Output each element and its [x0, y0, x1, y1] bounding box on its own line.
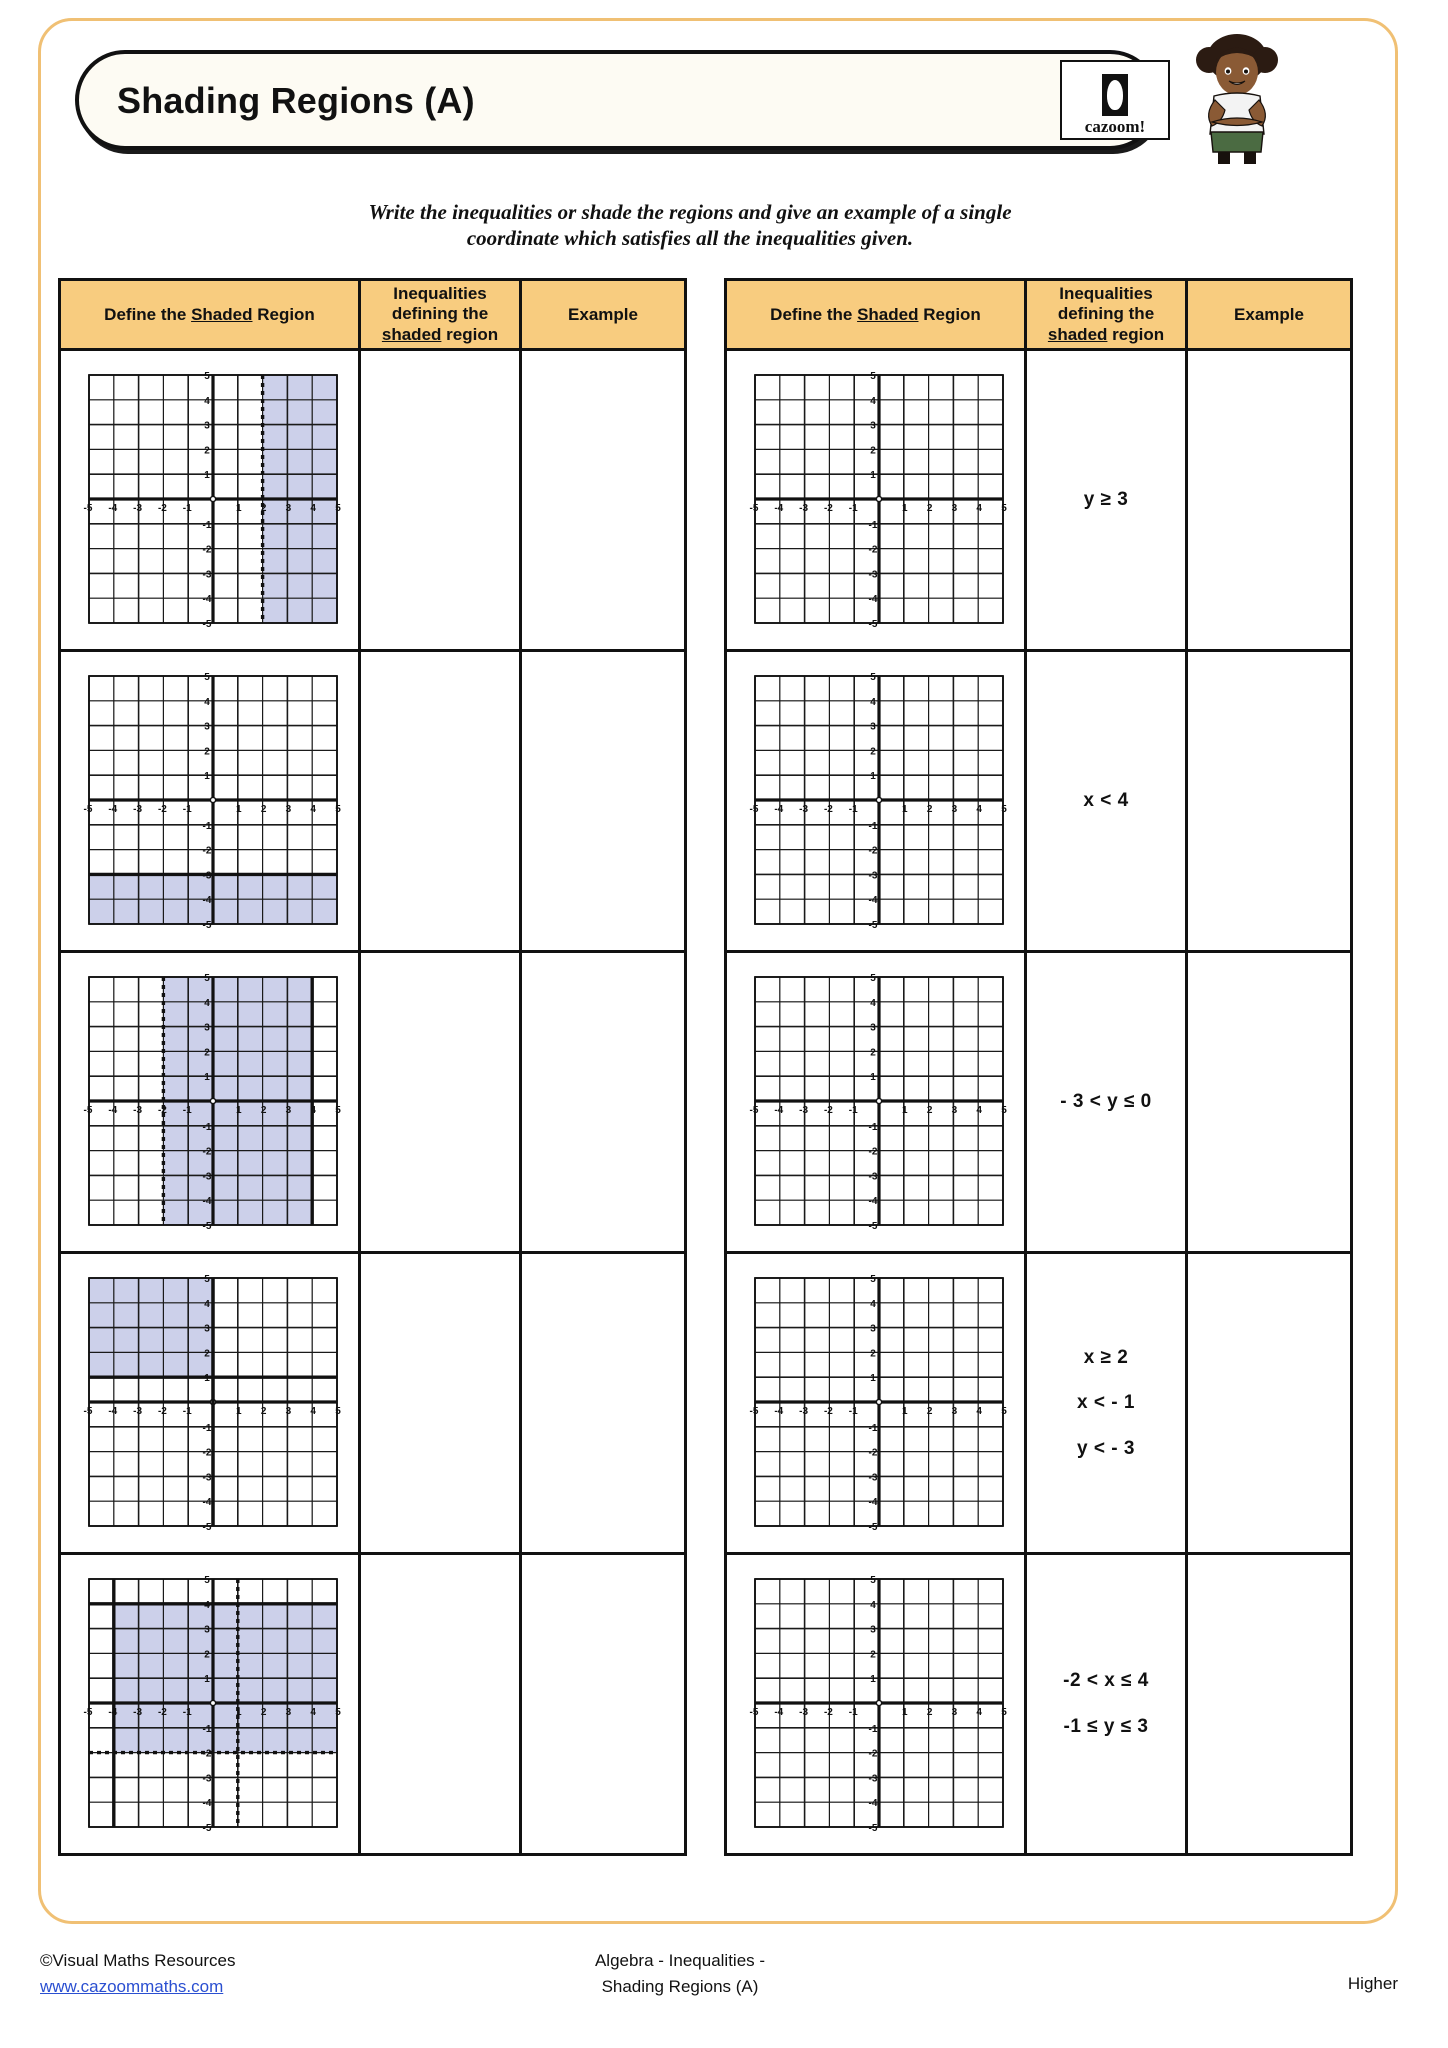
inequality-text: x ≥ 2 [1083, 1346, 1129, 1368]
y-tick-label: 1 [203, 1072, 210, 1084]
y-tick-label: 1 [869, 771, 876, 783]
x-tick-label: 1 [901, 503, 908, 514]
x-tick-label: -5 [83, 1707, 92, 1718]
y-tick-label: 4 [869, 1298, 876, 1310]
x-tick-label: -3 [798, 1406, 808, 1417]
x-tick-label: -2 [823, 1707, 833, 1718]
coordinate-grid-svg-R5 [737, 1565, 1015, 1843]
x-tick-label: -4 [107, 503, 117, 514]
graph-cell[interactable] [726, 952, 1026, 1253]
y-tick-label: -5 [868, 1221, 877, 1232]
y-tick-label: 2 [869, 1649, 876, 1661]
x-tick-label: 4 [975, 804, 982, 815]
inequality-cell[interactable] [360, 350, 521, 651]
x-tick-label: -3 [798, 503, 808, 514]
y-tick-label: 3 [203, 420, 210, 432]
x-tick-label: 3 [951, 1105, 957, 1116]
x-tick-label: 2 [260, 804, 266, 815]
inequality-cell[interactable] [1026, 651, 1187, 952]
x-tick-label: -5 [749, 1105, 758, 1116]
header-define-shaded-region: Define the Shaded Region [726, 280, 1026, 350]
x-tick-label: 2 [926, 1707, 932, 1718]
x-tick-label: 4 [309, 1406, 316, 1417]
table-row [726, 952, 1352, 1253]
x-tick-label: 1 [235, 1105, 242, 1116]
x-tick-label: -1 [848, 1105, 858, 1116]
x-tick-label: 3 [285, 503, 291, 514]
cazoom-logo [1060, 60, 1170, 140]
y-tick-label: -2 [202, 1146, 211, 1158]
table-row [60, 1554, 686, 1855]
inequality-cell[interactable] [360, 651, 521, 952]
y-tick-label: -2 [868, 1447, 877, 1459]
y-tick-label: -2 [868, 1748, 877, 1760]
x-tick-label: 4 [309, 503, 316, 514]
x-tick-label: 3 [285, 1105, 291, 1116]
y-tick-label: 2 [869, 1047, 876, 1059]
y-tick-label: -2 [202, 544, 211, 556]
x-tick-label: -4 [773, 503, 783, 514]
y-tick-label: 3 [203, 721, 210, 733]
x-tick-label: 2 [260, 1105, 266, 1116]
y-tick-label: -3 [202, 870, 211, 882]
graph-cell[interactable] [60, 1554, 360, 1855]
table-header-row [726, 280, 1352, 350]
y-tick-label: 1 [203, 470, 210, 482]
y-tick-label: 3 [203, 1624, 210, 1636]
x-tick-label: 4 [309, 804, 316, 815]
graph-cell[interactable] [726, 651, 1026, 952]
x-tick-label: 3 [285, 804, 291, 815]
left-table [58, 278, 687, 1856]
coordinate-grid-svg-R4 [737, 1264, 1015, 1542]
table-row [60, 350, 686, 651]
y-tick-label: 4 [203, 696, 210, 708]
x-tick-label: 4 [309, 1105, 316, 1116]
y-tick-label: -4 [202, 1196, 211, 1208]
graph-cell[interactable] [60, 1253, 360, 1554]
graph-cell[interactable] [60, 350, 360, 651]
graph-cell[interactable] [60, 651, 360, 952]
x-tick-label: -1 [848, 1406, 858, 1417]
x-tick-label: -5 [83, 1105, 92, 1116]
x-tick-label: 2 [926, 1406, 932, 1417]
coordinate-grid-svg-R1 [737, 361, 1015, 639]
right-table [724, 278, 1353, 1856]
x-tick-label: -3 [798, 1105, 808, 1116]
x-tick-label: 4 [309, 1707, 316, 1718]
graph-cell[interactable] [726, 1554, 1026, 1855]
x-tick-label: 1 [235, 503, 242, 514]
coordinate-grid-R3[interactable] [737, 963, 1015, 1241]
x-tick-label: -2 [157, 1406, 167, 1417]
example-cell[interactable] [1187, 1253, 1352, 1554]
x-tick-label: -4 [773, 804, 783, 815]
y-tick-label: -1 [868, 1723, 877, 1735]
coordinate-grid-R4[interactable] [737, 1264, 1015, 1542]
inequality-cell[interactable] [360, 952, 521, 1253]
y-tick-label: -5 [202, 1522, 211, 1533]
inequality-text: -2 < x ≤ 4 [1063, 1670, 1149, 1692]
left-table-body [60, 350, 686, 1855]
inequality-text: - 3 < y ≤ 0 [1060, 1091, 1152, 1113]
y-tick-label: -3 [202, 1773, 211, 1785]
y-tick-label: -4 [868, 1798, 877, 1810]
instructions [240, 200, 1140, 251]
y-tick-label: -5 [868, 619, 877, 630]
y-tick-label: 3 [203, 1022, 210, 1034]
y-tick-label: 3 [869, 1624, 876, 1636]
y-tick-label: -4 [202, 1798, 211, 1810]
y-tick-label: -3 [868, 569, 877, 581]
y-tick-label: 1 [869, 1072, 876, 1084]
table-header-row [60, 280, 686, 350]
x-tick-label: 3 [285, 1707, 291, 1718]
x-tick-label: -1 [182, 1707, 192, 1718]
x-tick-label: 1 [901, 1707, 908, 1718]
y-tick-label: -1 [202, 820, 211, 832]
y-tick-label: -2 [868, 544, 877, 556]
x-tick-label: 5 [1000, 1707, 1007, 1718]
table-row [726, 651, 1352, 952]
y-tick-label: -2 [202, 1447, 211, 1459]
x-tick-label: -1 [182, 503, 192, 514]
x-tick-label: 1 [901, 804, 908, 815]
y-tick-label: 3 [869, 1323, 876, 1335]
x-tick-label: -1 [182, 1105, 192, 1116]
x-tick-label: -3 [132, 503, 142, 514]
x-tick-label: -3 [798, 1707, 808, 1718]
y-tick-label: -2 [868, 845, 877, 857]
x-tick-label: 2 [926, 1105, 932, 1116]
x-tick-label: 5 [1000, 1105, 1007, 1116]
website-link[interactable]: www.cazoommaths.com [40, 1976, 224, 1996]
y-tick-label: 2 [203, 746, 210, 758]
table-row [60, 952, 686, 1253]
graph-cell[interactable] [60, 952, 360, 1253]
y-tick-label: -5 [868, 1823, 877, 1834]
table-row [726, 1253, 1352, 1554]
x-tick-label: -5 [749, 1406, 758, 1417]
y-tick-label: 5 [869, 371, 876, 382]
y-tick-label: 1 [203, 771, 210, 783]
y-tick-label: -1 [868, 1422, 877, 1434]
y-tick-label: -4 [202, 895, 211, 907]
header-inequalities: Inequalities defining the shaded region [360, 280, 521, 350]
y-tick-label: 1 [869, 1373, 876, 1385]
mascot-illustration [1182, 30, 1292, 170]
coordinate-grid-L4[interactable] [71, 1264, 349, 1542]
x-tick-label: -2 [157, 503, 167, 514]
coordinate-grid-svg-L1 [71, 361, 349, 639]
y-tick-label: 3 [869, 721, 876, 733]
inequality-cell[interactable] [360, 1554, 521, 1855]
x-tick-label: 1 [235, 804, 242, 815]
y-tick-label: 3 [869, 420, 876, 432]
y-tick-label: -4 [202, 594, 211, 606]
y-tick-label: -5 [202, 1823, 211, 1834]
x-tick-label: 5 [1000, 804, 1007, 815]
y-tick-label: 1 [869, 470, 876, 482]
y-tick-label: 4 [203, 395, 210, 407]
y-tick-label: -4 [868, 1497, 877, 1509]
x-tick-label: -2 [823, 1105, 833, 1116]
coordinate-grid-svg-L3 [71, 963, 349, 1241]
coordinate-grid-svg-L4 [71, 1264, 349, 1542]
y-tick-label: -2 [202, 1748, 211, 1760]
x-tick-label: -4 [107, 1105, 117, 1116]
instruction-line-1: Write the inequalities or shade the regions and give an example of a single [368, 200, 1012, 224]
footer-topic-line-1: Algebra - Inequalities - [594, 1951, 766, 1970]
y-tick-label: 5 [203, 371, 210, 382]
x-tick-label: 2 [260, 1707, 266, 1718]
x-tick-label: -5 [749, 804, 758, 815]
y-tick-label: 5 [203, 1575, 210, 1586]
table-row [60, 1253, 686, 1554]
footer-center [470, 1948, 890, 1999]
coordinate-grid-R5[interactable] [737, 1565, 1015, 1843]
footer-level: Higher [1347, 1974, 1398, 1993]
x-tick-label: -5 [83, 1406, 92, 1417]
y-tick-label: 4 [203, 1599, 210, 1611]
example-cell[interactable] [521, 1554, 686, 1855]
y-tick-label: 4 [869, 997, 876, 1009]
logo-wordmark: cazoom! [1084, 117, 1146, 136]
coordinate-grid-R2[interactable] [737, 662, 1015, 940]
coordinate-grid-L5[interactable] [71, 1565, 349, 1843]
x-tick-label: -3 [132, 1707, 142, 1718]
x-tick-label: 4 [975, 1105, 982, 1116]
graph-cell[interactable] [726, 350, 1026, 651]
graph-cell[interactable] [726, 1253, 1026, 1554]
header-example: Example [521, 280, 686, 350]
x-tick-label: -3 [132, 1105, 142, 1116]
inequality-text: x < - 1 [1077, 1392, 1135, 1414]
x-tick-label: -5 [83, 804, 92, 815]
x-tick-label: 3 [951, 503, 957, 514]
y-tick-label: -5 [868, 1522, 877, 1533]
x-tick-label: -4 [773, 1105, 783, 1116]
y-tick-label: 5 [869, 973, 876, 984]
example-cell[interactable] [521, 350, 686, 651]
coordinate-grid-L1[interactable] [71, 361, 349, 639]
coordinate-grid-svg-R3 [737, 963, 1015, 1241]
y-tick-label: -4 [868, 594, 877, 606]
y-tick-label: -3 [868, 870, 877, 882]
inequality-cell[interactable] [1026, 1554, 1187, 1855]
x-tick-label: 5 [334, 1105, 341, 1116]
x-tick-label: -3 [798, 804, 808, 815]
y-tick-label: 3 [869, 1022, 876, 1034]
inequality-cell[interactable] [1026, 1253, 1187, 1554]
x-tick-label: 5 [334, 1406, 341, 1417]
y-tick-label: -4 [202, 1497, 211, 1509]
y-tick-label: 2 [203, 1348, 210, 1360]
y-tick-label: 4 [203, 997, 210, 1009]
y-tick-label: -1 [868, 820, 877, 832]
x-tick-label: 3 [951, 804, 957, 815]
inequality-text: y ≥ 3 [1083, 489, 1129, 511]
footer-left [40, 1948, 236, 1999]
y-tick-label: 4 [869, 395, 876, 407]
x-tick-label: 2 [926, 804, 932, 815]
x-tick-label: -1 [182, 1406, 192, 1417]
coordinate-grid-svg-R2 [737, 662, 1015, 940]
y-tick-label: 2 [869, 1348, 876, 1360]
x-tick-label: -1 [848, 804, 858, 815]
copyright-text: ©Visual Maths Resources [40, 1951, 236, 1970]
y-tick-label: -2 [202, 845, 211, 857]
x-tick-label: 3 [951, 1406, 957, 1417]
page-title: Shading Regions (A) [117, 80, 475, 121]
y-tick-label: 2 [203, 445, 210, 457]
x-tick-label: -3 [132, 804, 142, 815]
x-tick-label: -5 [83, 503, 92, 514]
x-tick-label: 4 [975, 1707, 982, 1718]
inequality-cell[interactable] [1026, 350, 1187, 651]
y-tick-label: -1 [868, 519, 877, 531]
y-tick-label: 3 [203, 1323, 210, 1335]
example-cell[interactable] [1187, 1554, 1352, 1855]
coordinate-grid-svg-L5 [71, 1565, 349, 1843]
x-tick-label: 4 [975, 503, 982, 514]
x-tick-label: 3 [951, 1707, 957, 1718]
y-tick-label: -3 [868, 1472, 877, 1484]
x-tick-label: -2 [157, 1105, 167, 1116]
inequality-cell[interactable] [1026, 952, 1187, 1253]
example-cell[interactable] [1187, 651, 1352, 952]
x-tick-label: 2 [260, 1406, 266, 1417]
coordinate-grid-svg-L2 [71, 662, 349, 940]
y-tick-label: -3 [202, 1472, 211, 1484]
x-tick-label: -3 [132, 1406, 142, 1417]
x-tick-label: 5 [1000, 1406, 1007, 1417]
footer [40, 1948, 1410, 2038]
y-tick-label: 5 [203, 672, 210, 683]
x-tick-label: 2 [260, 503, 266, 514]
table-row [726, 350, 1352, 651]
y-tick-label: 4 [203, 1298, 210, 1310]
x-tick-label: -4 [773, 1707, 783, 1718]
y-tick-label: 4 [869, 1599, 876, 1611]
x-tick-label: 1 [901, 1105, 908, 1116]
x-tick-label: 4 [975, 1406, 982, 1417]
x-tick-label: -4 [773, 1406, 783, 1417]
inequality-cell[interactable] [360, 1253, 521, 1554]
x-tick-label: -1 [848, 1707, 858, 1718]
y-tick-label: -5 [868, 920, 877, 931]
inequality-text: -1 ≤ y ≤ 3 [1063, 1716, 1149, 1737]
y-tick-label: -3 [202, 1171, 211, 1183]
y-tick-label: 4 [869, 696, 876, 708]
footer-topic-line-2: Shading Regions (A) [601, 1976, 759, 1996]
y-tick-label: -1 [202, 519, 211, 531]
y-tick-label: -2 [868, 1146, 877, 1158]
y-tick-label: -3 [868, 1171, 877, 1183]
coordinate-grid-R1[interactable] [737, 361, 1015, 639]
y-tick-label: -1 [868, 1121, 877, 1133]
header-inequalities: Inequalities defining the shaded region [1026, 280, 1187, 350]
y-tick-label: 1 [203, 1674, 210, 1686]
worksheet-tables [58, 278, 1348, 1856]
y-tick-label: 5 [203, 1274, 210, 1285]
y-tick-label: 2 [203, 1047, 210, 1059]
y-tick-label: 5 [869, 1274, 876, 1285]
example-cell[interactable] [1187, 350, 1352, 651]
y-tick-label: 5 [869, 1575, 876, 1586]
x-tick-label: 5 [334, 804, 341, 815]
x-tick-label: -4 [107, 1406, 117, 1417]
y-tick-label: -1 [202, 1422, 211, 1434]
right-table-body [726, 350, 1352, 1855]
x-tick-label: 2 [926, 503, 932, 514]
x-tick-label: 3 [285, 1406, 291, 1417]
example-cell[interactable] [521, 651, 686, 952]
y-tick-label: 5 [869, 672, 876, 683]
header-define-shaded-region: Define the Shaded Region [60, 280, 360, 350]
inequality-text: y < - 3 [1077, 1437, 1135, 1459]
x-tick-label: -4 [107, 804, 117, 815]
example-cell[interactable] [1187, 952, 1352, 1253]
x-tick-label: 5 [1000, 503, 1007, 514]
y-tick-label: 1 [203, 1373, 210, 1385]
coordinate-grid-L2[interactable] [71, 662, 349, 940]
y-tick-label: -5 [202, 1221, 211, 1232]
x-tick-label: 1 [235, 1406, 242, 1417]
x-tick-label: 5 [334, 1707, 341, 1718]
x-tick-label: -2 [157, 1707, 167, 1718]
y-tick-label: -1 [202, 1121, 211, 1133]
x-tick-label: -2 [823, 503, 833, 514]
inequality-text: x < 4 [1083, 790, 1129, 812]
y-tick-label: -3 [868, 1773, 877, 1785]
x-tick-label: 1 [901, 1406, 908, 1417]
x-tick-label: 5 [334, 503, 341, 514]
y-tick-label: -3 [202, 569, 211, 581]
y-tick-label: -4 [868, 895, 877, 907]
x-tick-label: -1 [848, 503, 858, 514]
x-tick-label: -2 [823, 804, 833, 815]
example-cell[interactable] [521, 952, 686, 1253]
y-tick-label: -5 [202, 619, 211, 630]
y-tick-label: 2 [203, 1649, 210, 1661]
x-tick-label: 1 [235, 1707, 242, 1718]
x-tick-label: -2 [157, 804, 167, 815]
y-tick-label: -5 [202, 920, 211, 931]
table-row [60, 651, 686, 952]
y-tick-label: -4 [868, 1196, 877, 1208]
x-tick-label: -5 [749, 503, 758, 514]
y-tick-label: 1 [869, 1674, 876, 1686]
coordinate-grid-L3[interactable] [71, 963, 349, 1241]
y-tick-label: -1 [202, 1723, 211, 1735]
example-cell[interactable] [521, 1253, 686, 1554]
x-tick-label: -2 [823, 1406, 833, 1417]
title-banner [75, 50, 1160, 150]
table-row [726, 1554, 1352, 1855]
instruction-line-2: coordinate which satisfies all the inequalities given. [466, 225, 914, 250]
x-tick-label: -4 [107, 1707, 117, 1718]
header-example: Example [1187, 280, 1352, 350]
y-tick-label: 2 [869, 445, 876, 457]
y-tick-label: 5 [203, 973, 210, 984]
x-tick-label: -5 [749, 1707, 758, 1718]
y-tick-label: 2 [869, 746, 876, 758]
x-tick-label: -1 [182, 804, 192, 815]
logo-mark-icon [1102, 74, 1128, 116]
